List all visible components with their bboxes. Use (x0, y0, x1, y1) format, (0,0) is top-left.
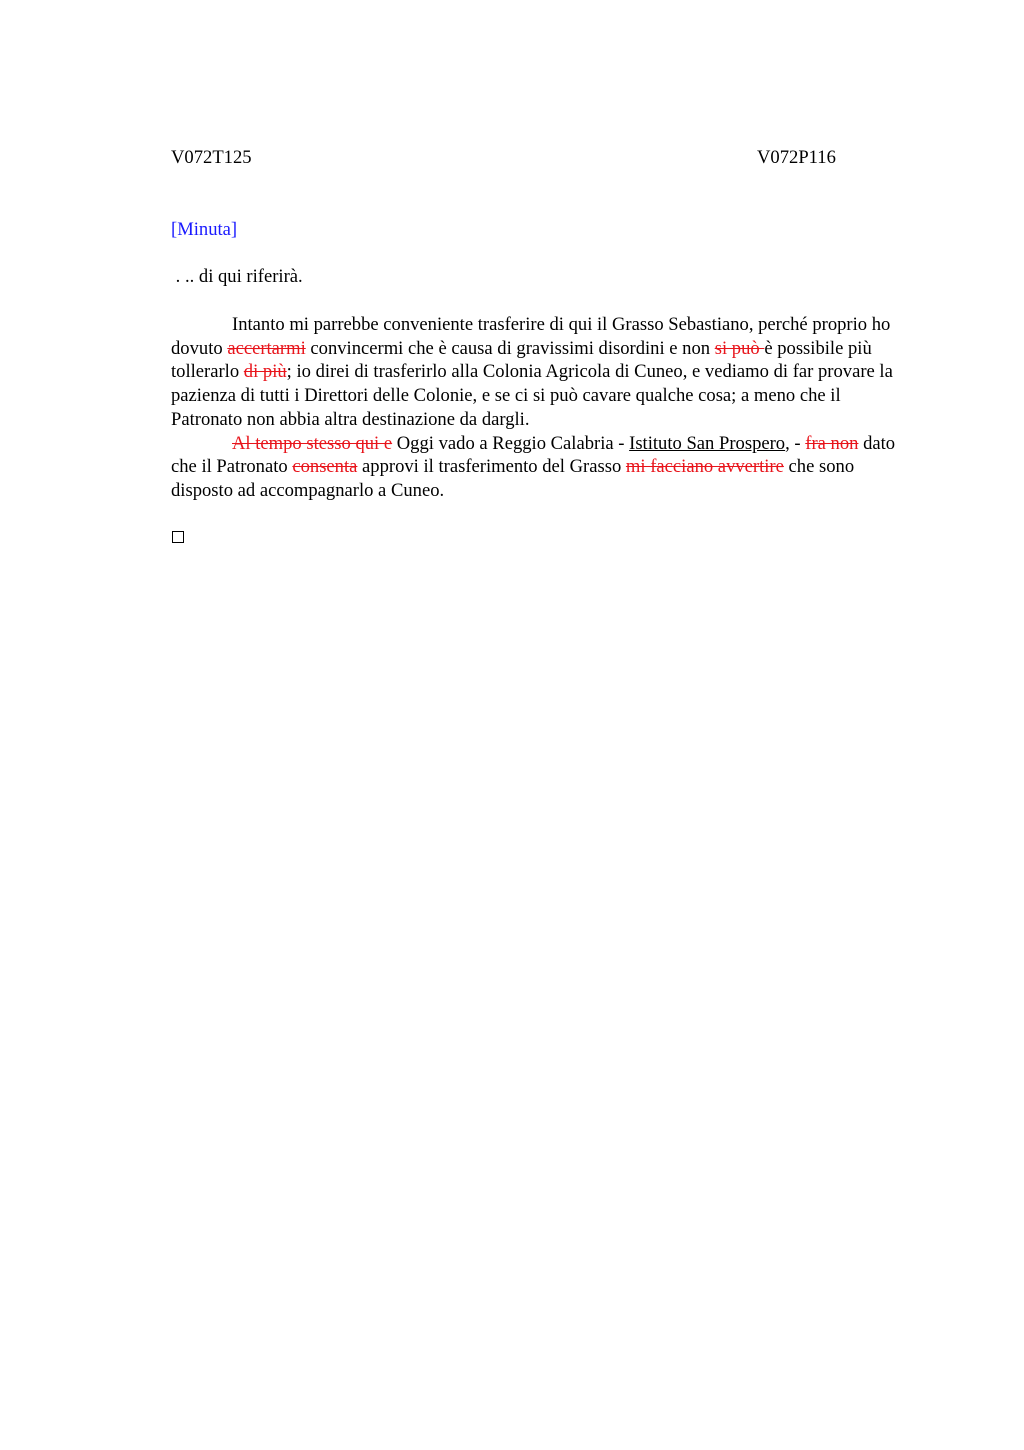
text-segment: dato che il Patronato (171, 432, 896, 478)
deleted-text: di più (243, 361, 287, 383)
text-segment: , - (785, 432, 806, 454)
deleted-text: consenta (292, 456, 358, 478)
deleted-text: si può (714, 337, 765, 359)
square-outline-icon (172, 531, 184, 543)
opening-line: . .. di qui riferirà. (171, 266, 303, 287)
text-segment: che sono disposto ad accompagnarlo a Cuneo. (171, 456, 855, 501)
text-segment: approvi il trasferimento del Grasso (357, 456, 626, 478)
text-segment: ; io direi di trasferirlo alla Colonia Agricola di Cuneo, e vediamo di far provare la pazienza di tutti i Direttori delle Colonie, e se ci si può cavare qualche cosa; a meno che il Patronato non abbia altra destinazione da dargli. (171, 361, 893, 430)
letter-body (171, 313, 903, 503)
minuta-heading: [Minuta] (171, 219, 238, 240)
document-code-right: V072P116 (757, 147, 836, 168)
deleted-text: accertarmi (227, 337, 306, 359)
paragraph-1 (171, 313, 903, 432)
text-segment: è possibile più tollerarlo (171, 337, 872, 383)
deleted-text: mi facciano avvertire (625, 456, 784, 478)
document-code-left: V072T125 (171, 147, 252, 168)
text-segment: Oggi vado a Reggio Calabria - (392, 432, 630, 454)
text-segment: convincermi che è causa di gravissimi disordini e non (305, 337, 715, 359)
deleted-text: Al tempo stesso qui e (232, 432, 393, 454)
paragraph-2 (171, 432, 903, 503)
text-segment: Intanto mi parrebbe conveniente trasferire di qui il Grasso Sebastiano, perché proprio ho dovuto (171, 314, 891, 359)
underlined-institute-name: Istituto San Prospero (629, 432, 786, 454)
deleted-text: fra non (805, 432, 859, 454)
